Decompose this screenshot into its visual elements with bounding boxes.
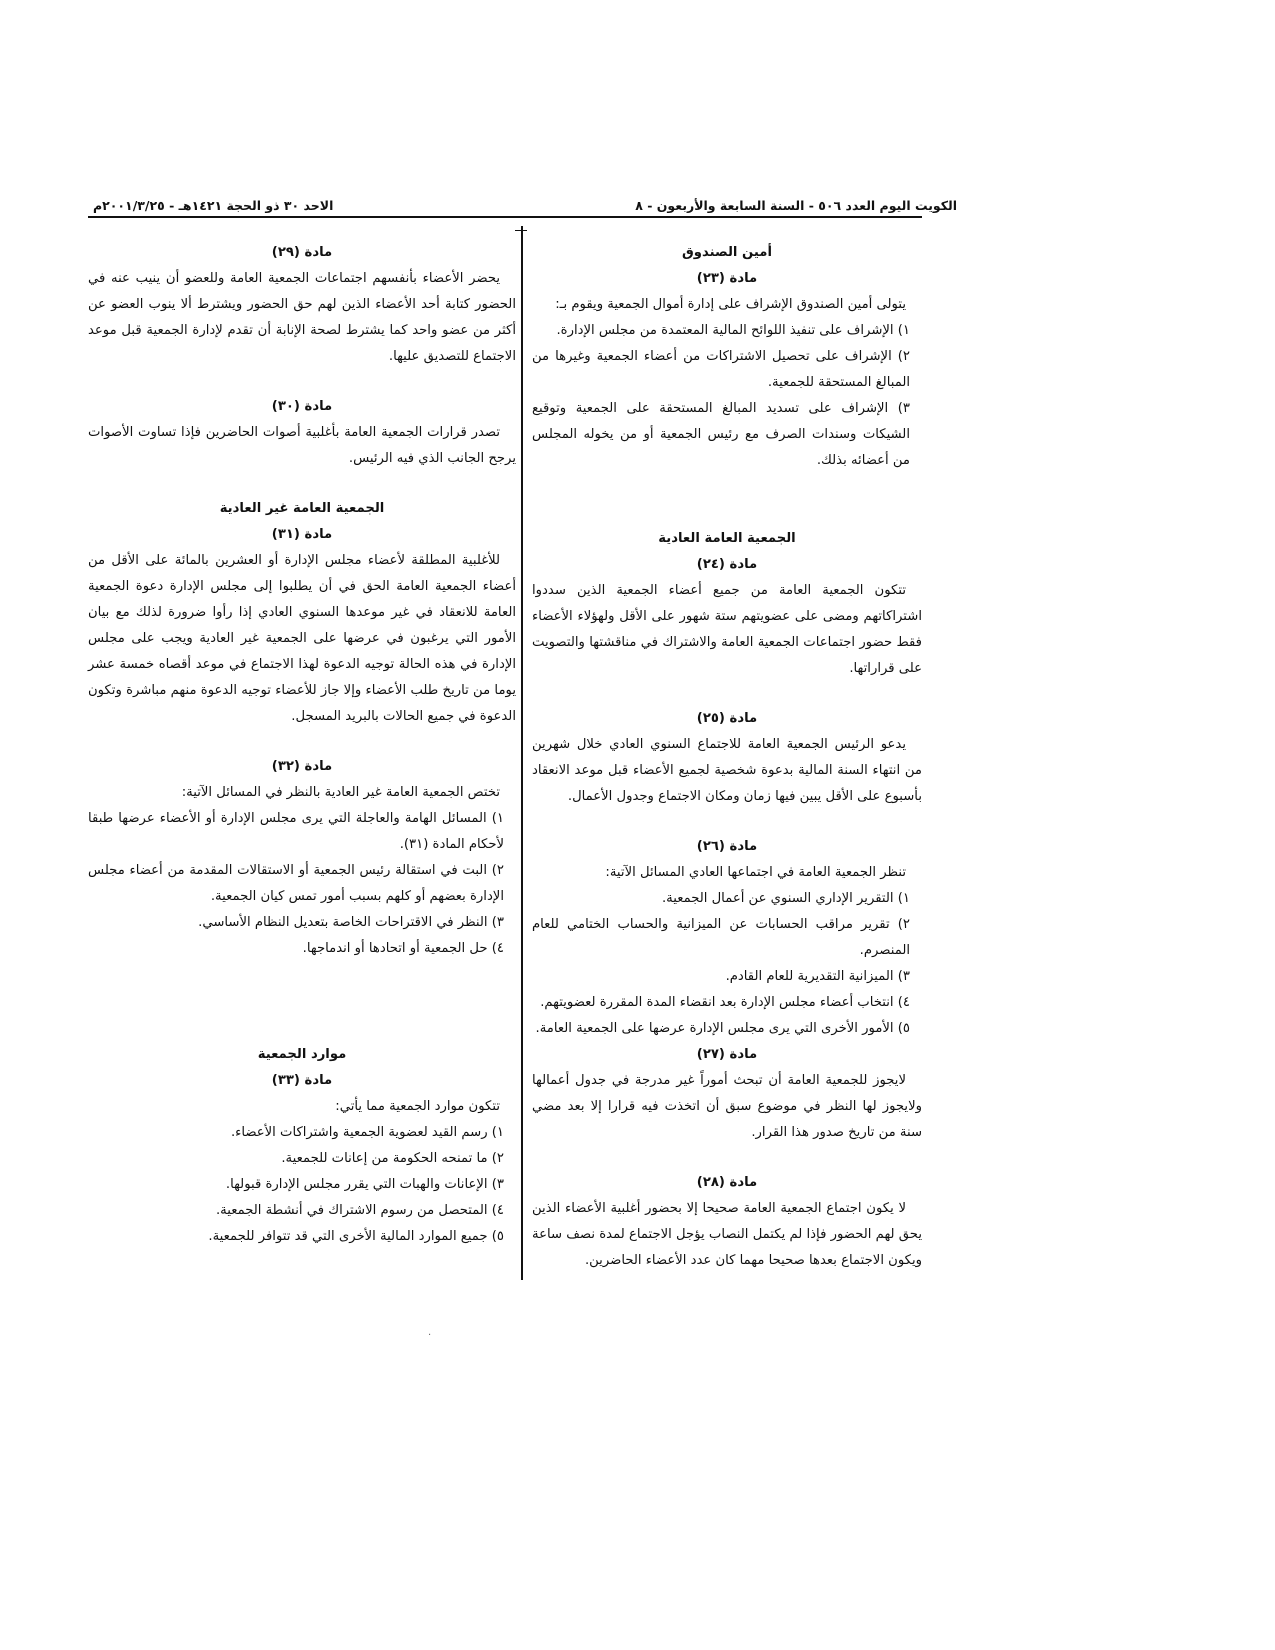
section-heading: الجمعية العامة العادية (658, 531, 796, 546)
section-heading: أمين الصندوق (682, 245, 772, 260)
article-number: مادة (٢٧) (696, 1047, 758, 1062)
divider-tick (515, 230, 527, 231)
article-number: مادة (٣٠) (271, 399, 333, 414)
article-text: تصدر قرارات الجمعية العامة بأغلبية أصوات الحاضرين فإذا تساوت الأصوات يرجح الجانب الذي فيه الرئيس. (88, 425, 516, 466)
header-rule (88, 216, 922, 218)
article-number: مادة (٣٣) (271, 1073, 333, 1088)
article-text: تتكون موارد الجمعية مما يأتي: (335, 1099, 500, 1114)
list-item: ٣) الإشراف على تسديد المبالغ المستحقة على الجمعية وتوقيع الشيكات وسندات الصرف مع رئيس الجمعية أو من يخوله المجلس من أعضائه بذلك. (532, 401, 910, 468)
article-text: يدعو الرئيس الجمعية العامة للاجتماع السنوي العادي خلال شهرين من انتهاء السنة المالية بدعوة شخصية لجميع الأعضاء قبل موعد الانعقاد بأسبوع على الأقل يبين فيها زمان ومكان الاجتماع وجدول الأعمال. (532, 737, 922, 804)
list-item: ٤) حل الجمعية أو اتحادها أو اندماجها. (302, 941, 504, 956)
article-number: مادة (٢٦) (696, 839, 758, 854)
list-item: ١) رسم القيد لعضوية الجمعية واشتراكات الأعضاء. (230, 1125, 504, 1140)
scan-speck: · (428, 1330, 432, 1341)
list-item: ٣) الإعانات والهبات التي يقرر مجلس الإدارة قبولها. (225, 1177, 504, 1192)
column-divider (521, 226, 523, 1280)
section-heading: موارد الجمعية (257, 1047, 347, 1062)
article-text: تتكون الجمعية العامة من جميع أعضاء الجمعية الذين سددوا اشتراكاتهم ومضى على عضويتهم ستة شهور على الأقل ولهؤلاء الأعضاء فقط حضور اجتماعات الجمعية العامة والاشتراك في مناقشتها والتصويت على قراراتها. (532, 583, 922, 676)
header-date: الاحد ٣٠ ذو الحجة ١٤٢١هـ - ٢٠٠١/٣/٢٥م (93, 198, 334, 213)
list-item: ١) الإشراف على تنفيذ اللوائح المالية المعتمدة من مجلس الإدارة. (556, 323, 910, 338)
article-number: مادة (٣١) (271, 527, 333, 542)
right-column (532, 240, 922, 1274)
article-number: مادة (٣٢) (271, 759, 333, 774)
article-text: لايجوز للجمعية العامة أن تبحث أموراً غير مدرجة في جدول أعمالها ولايجوز لها النظر في موضوع سبق أن اتخذت فيه قرارا إلا بعد مضي سنة من تاريخ صدور هذا القرار. (532, 1073, 922, 1140)
header-issue-info: الكويت اليوم العدد ٥٠٦ - السنة السابعة والأربعون - ٨ (635, 198, 957, 213)
article-text: تختص الجمعية العامة غير العادية بالنظر في المسائل الآتية: (181, 785, 500, 800)
article-number: مادة (٢٨) (696, 1175, 758, 1190)
article-text: يحضر الأعضاء بأنفسهم اجتماعات الجمعية العامة وللعضو أن ينيب عنه في الحضور كتابة أحد الأعضاء الذين لهم حق الحضور ويشترط ألا ينوب العضو عن أكثر من عضو واحد كما يشترط لصحة الإنابة أن تقدم لإدارة الجمعية قبل موعد الاجتماع للتصديق عليها. (88, 271, 516, 364)
list-item: ٣) النظر في الاقتراحات الخاصة بتعديل النظام الأساسي. (198, 915, 504, 930)
article-number: مادة (٢٥) (696, 711, 758, 726)
list-item: ١) التقرير الإداري السنوي عن أعمال الجمعية. (661, 891, 910, 906)
list-item: ١) المسائل الهامة والعاجلة التي يرى مجلس الإدارة أو الأعضاء عرضها طبقا لأحكام المادة (٣١). (88, 811, 504, 852)
article-text: يتولى أمين الصندوق الإشراف على إدارة أموال الجمعية ويقوم بـ: (555, 297, 906, 312)
article-number: مادة (٢٤) (696, 557, 758, 572)
list-item: ٥) الأمور الأخرى التي يرى مجلس الإدارة عرضها على الجمعية العامة. (535, 1021, 910, 1036)
list-item: ٢) تقرير مراقب الحسابات عن الميزانية والحساب الختامي للعام المنصرم. (532, 917, 910, 958)
left-column (88, 240, 516, 1250)
list-item: ٢) الإشراف على تحصيل الاشتراكات من أعضاء الجمعية وغيرها من المبالغ المستحقة للجمعية. (532, 349, 910, 390)
article-text: للأغلبية المطلقة لأعضاء مجلس الإدارة أو العشرين بالمائة على الأقل من أعضاء الجمعية العامة الحق في أن يطلبوا إلى مجلس الإدارة دعوة الجمعية العامة للانعقاد في غير موعدها السنوي العادي إذا رأوا ضرورة لذلك مع بيان الأمور التي يرغبون في عرضها على الجمعية غير العادية ويجب على مجلس الإدارة في هذه الحالة توجيه الدعوة لهذا الاجتماع في موعد أقصاه خمسة عشر يوما من تاريخ طلب الأعضاء وإلا جاز للأعضاء توجيه الدعوة منهم مباشرة وتكون الدعوة في جميع الحالات بالبريد المسجل. (88, 553, 516, 724)
list-item: ٢) البت في استقالة رئيس الجمعية أو الاستقالات المقدمة من أعضاء مجلس الإدارة بعضهم أو كلهم بسبب أمور تمس كيان الجمعية. (88, 863, 504, 904)
list-item: ٤) المتحصل من رسوم الاشتراك في أنشطة الجمعية. (215, 1203, 504, 1218)
section-heading: الجمعية العامة غير العادية (219, 501, 385, 516)
article-number: مادة (٢٣) (696, 271, 758, 286)
article-number: مادة (٢٩) (271, 245, 333, 260)
list-item: ٢) ما تمنحه الحكومة من إعانات للجمعية. (281, 1151, 504, 1166)
list-item: ٣) الميزانية التقديرية للعام القادم. (725, 969, 910, 984)
article-text: لا يكون اجتماع الجمعية العامة صحيحا إلا بحضور أغلبية الأعضاء الذين يحق لهم الحضور فإذا لم يكتمل النصاب يؤجل الاجتماع لمدة نصف ساعة ويكون الاجتماع بعدها صحيحا مهما كان عدد الأعضاء الحاضرين. (532, 1201, 922, 1268)
list-item: ٤) انتخاب أعضاء مجلس الإدارة بعد انقضاء المدة المقررة لعضويتهم. (540, 995, 910, 1010)
article-text: تنظر الجمعية العامة في اجتماعها العادي المسائل الآتية: (605, 865, 906, 880)
list-item: ٥) جميع الموارد المالية الأخرى التي قد تتوافر للجمعية. (208, 1229, 504, 1244)
